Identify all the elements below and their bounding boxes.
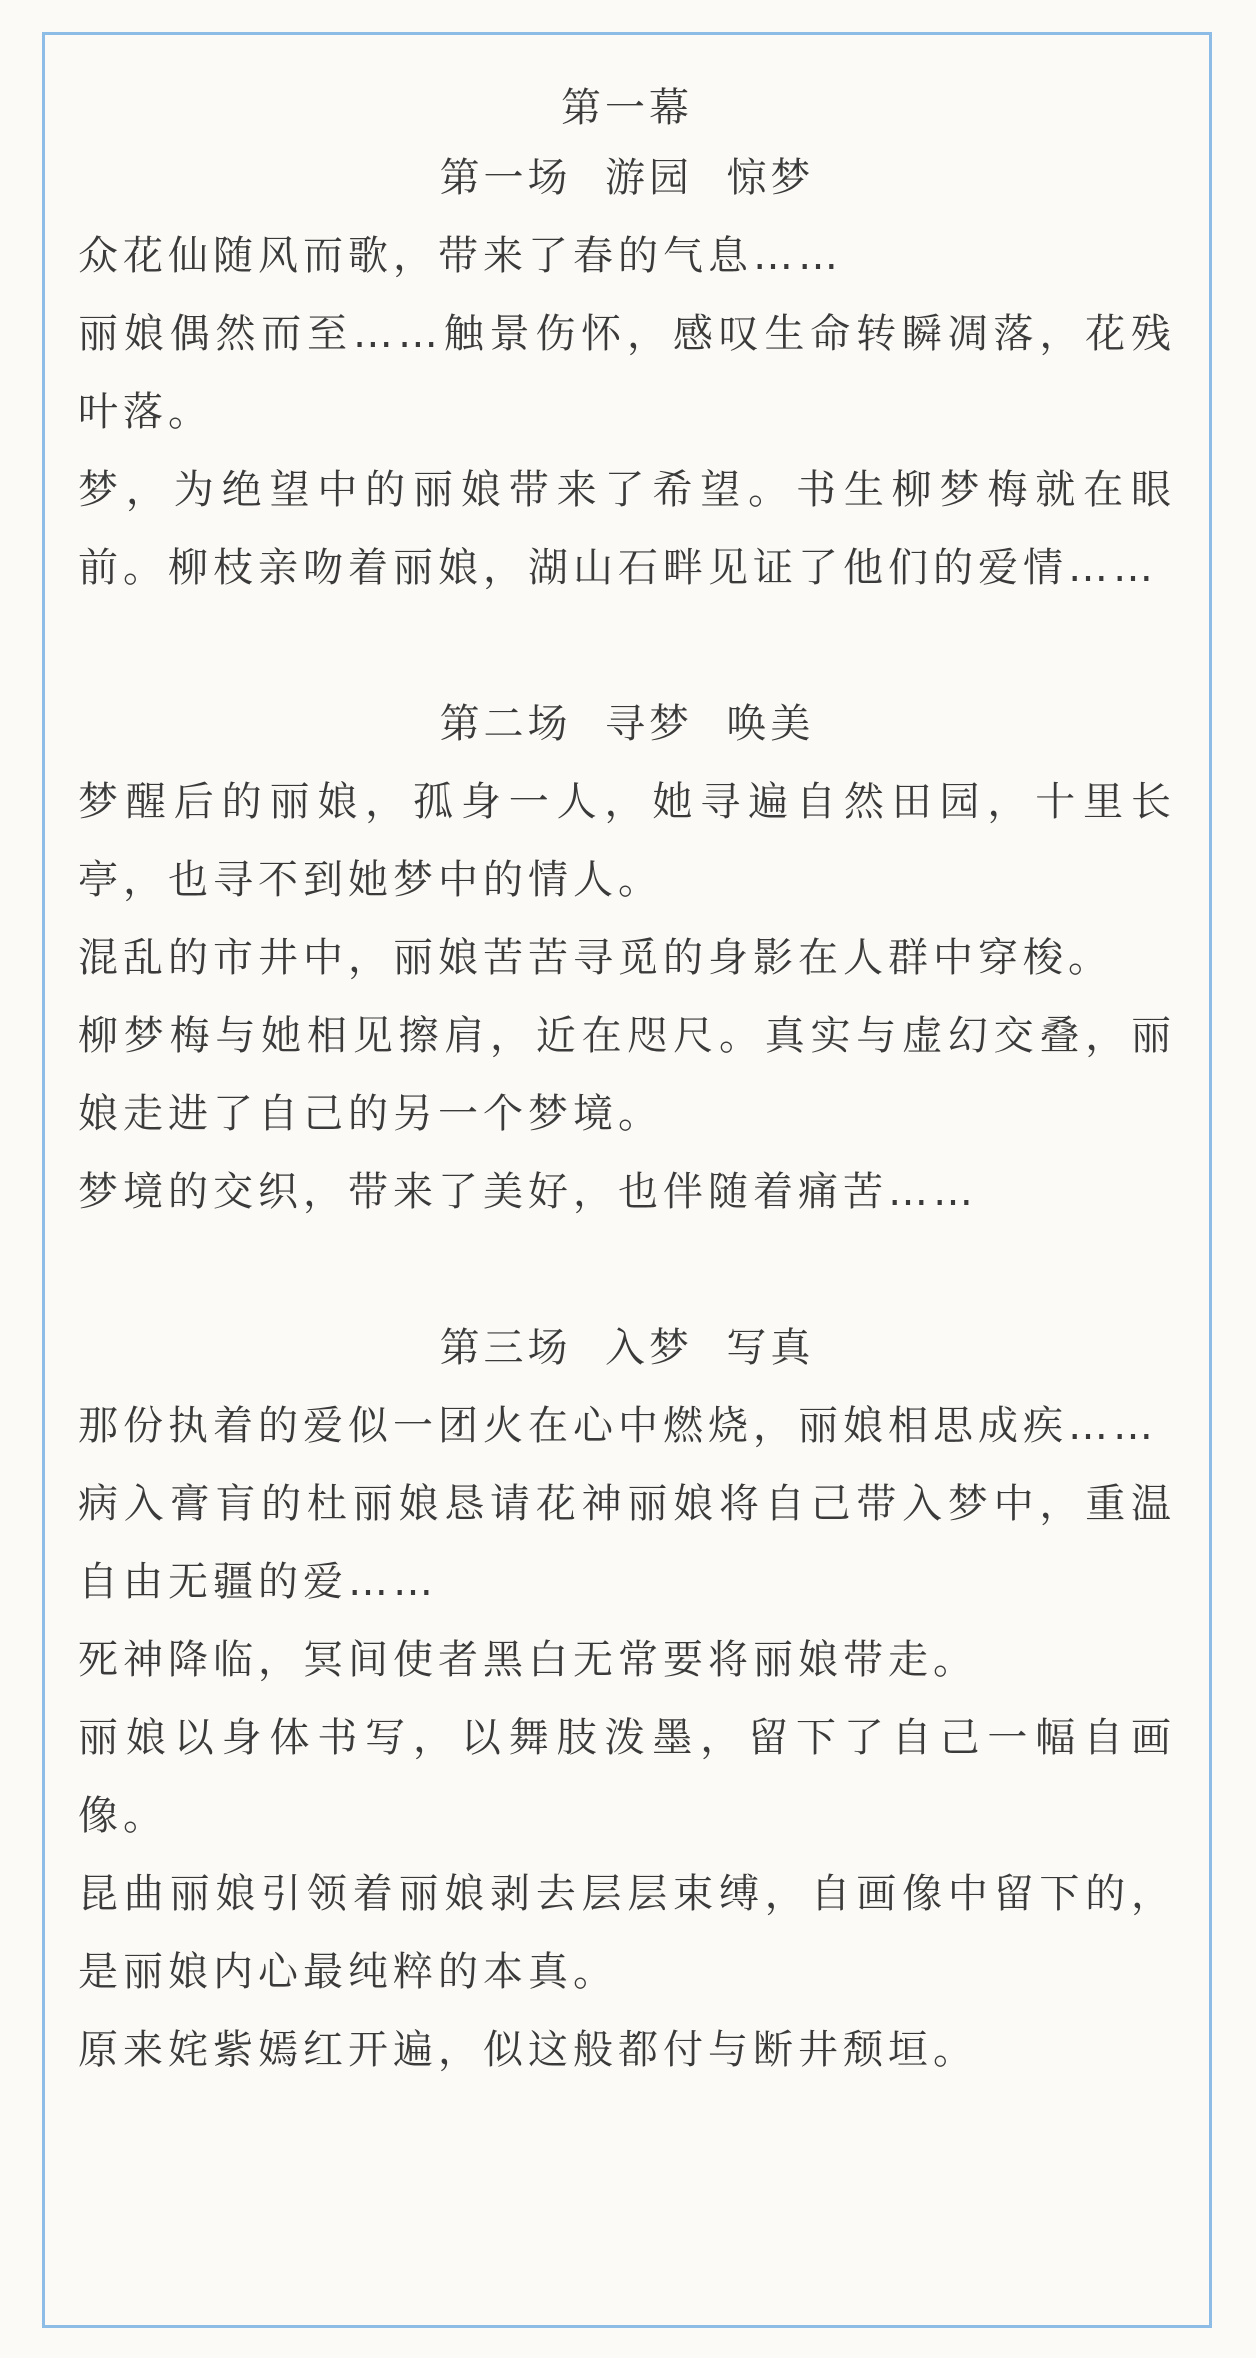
- paragraph: 众花仙随风而歌，带来了春的气息……: [78, 233, 843, 279]
- paragraph: 丽娘偶然而至……触景伤怀，感叹生命转瞬凋落，花残叶落。: [78, 311, 1176, 435]
- paragraph: 梦醒后的丽娘，孤身一人，她寻遍自然田园，十里长亭，也寻不到她梦中的情人。: [78, 779, 1176, 903]
- scene-2: [78, 685, 1176, 1231]
- script-content: [78, 77, 1176, 2089]
- paragraph: 丽娘以身体书写，以舞肢泼墨，留下了自己一幅自画像。: [78, 1715, 1176, 1839]
- paragraph: 混乱的市井中，丽娘苦苦寻觅的身影在人群中穿梭。: [78, 935, 1113, 981]
- content-frame: [42, 32, 1212, 2328]
- paragraph: 梦，为绝望中的丽娘带来了希望。书生柳梦梅就在眼前。柳枝亲吻着丽娘，湖山石畔见证了他们的爱情……: [78, 467, 1176, 591]
- section-spacer: [78, 607, 1176, 685]
- section-spacer: [78, 1231, 1176, 1309]
- paragraph: 梦境的交织，带来了美好，也伴随着痛苦……: [78, 1169, 978, 1215]
- scene-3: [78, 1309, 1176, 2089]
- paragraph: 死神降临，冥间使者黑白无常要将丽娘带走。: [78, 1637, 978, 1683]
- scene-title: 第三场 入梦 写真: [439, 1325, 815, 1371]
- paragraph: 原来姹紫嫣红开遍，似这般都付与断井颓垣。: [78, 2027, 978, 2073]
- paragraph: 昆曲丽娘引领着丽娘剥去层层束缚，自画像中留下的，是丽娘内心最纯粹的本真。: [78, 1871, 1176, 1995]
- paragraph: 那份执着的爱似一团火在心中燃烧，丽娘相思成疾……: [78, 1403, 1158, 1449]
- paragraph: 病入膏肓的杜丽娘恳请花神丽娘将自己带入梦中，重温自由无疆的爱……: [78, 1481, 1176, 1605]
- scene-title: 第二场 寻梦 唤美: [439, 701, 815, 747]
- act-title: 第一幕: [561, 85, 693, 131]
- paragraph: 柳梦梅与她相见擦肩，近在咫尺。真实与虚幻交叠，丽娘走进了自己的另一个梦境。: [78, 1013, 1176, 1137]
- scene-title: 第一场 游园 惊梦: [439, 155, 815, 201]
- scene-1: [78, 139, 1176, 607]
